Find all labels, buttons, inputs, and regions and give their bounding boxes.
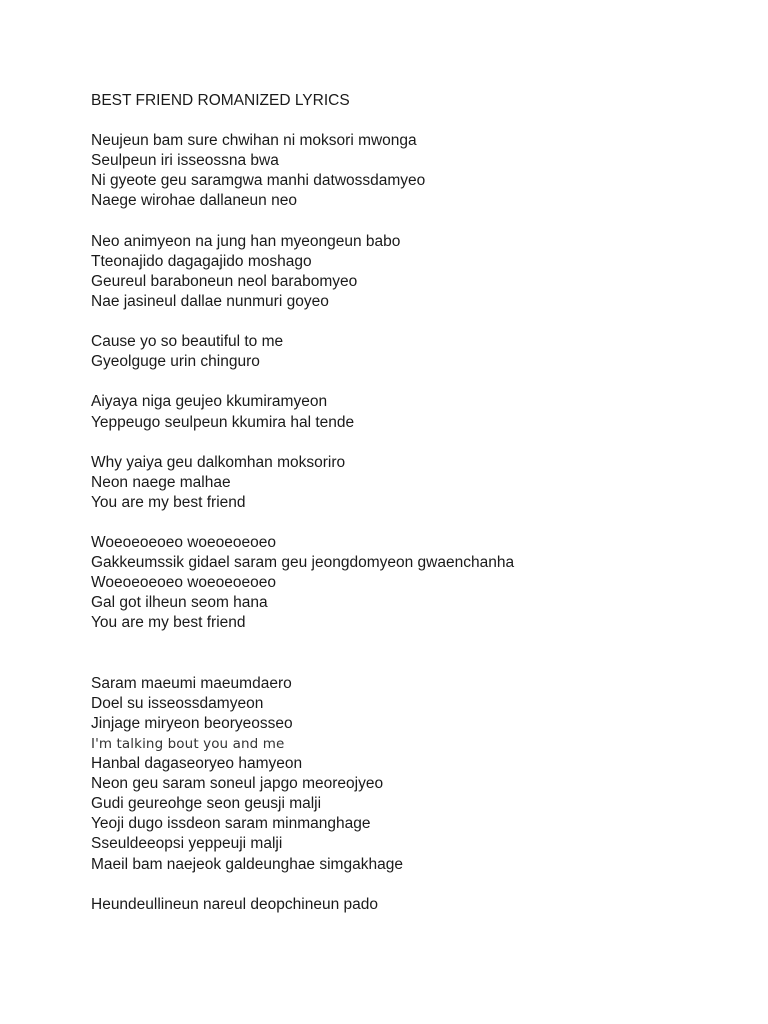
- lyric-line: Jinjage miryeon beoryeosseo: [91, 714, 293, 732]
- lyric-line: Nae jasineul dallae nunmuri goyeo: [91, 292, 329, 310]
- lyric-line: Neo animyeon na jung han myeongeun babo: [91, 232, 401, 250]
- lyric-line: You are my best friend: [91, 614, 246, 632]
- stanza-5: [91, 453, 731, 513]
- lyric-line: Gal got ilheun seom hana: [91, 594, 268, 612]
- lyric-line: Woeoeoeoeo woeoeoeoeo: [91, 574, 277, 592]
- lyric-line: You are my best friend: [91, 493, 246, 511]
- lyrics-document: [91, 91, 731, 915]
- lyric-line: Ni gyeote geu saramgwa manhi datwossdamyeo: [91, 172, 426, 190]
- lyric-line: Neon naege malhae: [91, 473, 231, 491]
- document-title: BEST FRIEND ROMANIZED LYRICS: [91, 92, 350, 109]
- lyric-line: Naege wirohae dallaneun neo: [91, 192, 297, 210]
- stanza-7: [91, 674, 731, 875]
- lyric-line: Gyeolguge urin chinguro: [91, 353, 260, 371]
- lyric-line: Tteonajido dagagajido moshago: [91, 252, 312, 270]
- lyric-line: Geureul baraboneun neol barabomyeo: [91, 272, 358, 290]
- lyric-line: Woeoeoeoeo woeoeoeoeo: [91, 534, 277, 552]
- lyric-line: Yeppeugo seulpeun kkumira hal tende: [91, 413, 355, 431]
- lyric-line: Heundeullineun nareul deopchineun pado: [91, 895, 378, 913]
- lyric-line: Why yaiya geu dalkomhan moksoriro: [91, 453, 346, 471]
- lyric-line: Seulpeun iri isseossna bwa: [91, 152, 279, 170]
- lyric-line: Aiyaya niga geujeo kkumiramyeon: [91, 393, 328, 411]
- stanza-6: [91, 533, 731, 633]
- stanza-2: [91, 232, 731, 312]
- lyric-line: Neujeun bam sure chwihan ni moksori mwonga: [91, 132, 417, 150]
- lyric-line: Gudi geureohge seon geusji malji: [91, 795, 322, 813]
- stanza-1: [91, 131, 731, 211]
- stanza-4: [91, 392, 731, 432]
- lyric-line: Gakkeumssik gidael saram geu jeongdomyeon gwaenchanha: [91, 554, 515, 572]
- stanza-8: [91, 895, 731, 915]
- lyric-line: Doel su isseossdamyeon: [91, 694, 264, 712]
- lyric-line: Sseuldeeopsi yeppeuji malji: [91, 835, 283, 853]
- stanza-3: [91, 332, 731, 372]
- lyric-line: Hanbal dagaseoryeo hamyeon: [91, 755, 303, 773]
- lyric-line: Saram maeumi maeumdaero: [91, 674, 292, 692]
- lyric-line: Cause yo so beautiful to me: [91, 333, 284, 351]
- lyric-line: Maeil bam naejeok galdeunghae simgakhage: [91, 855, 403, 873]
- lyric-line: Yeoji dugo issdeon saram minmanghage: [91, 815, 371, 833]
- lyric-line: Neon geu saram soneul japgo meoreojyeo: [91, 775, 384, 793]
- lyric-line: I'm talking bout you and me: [91, 736, 285, 752]
